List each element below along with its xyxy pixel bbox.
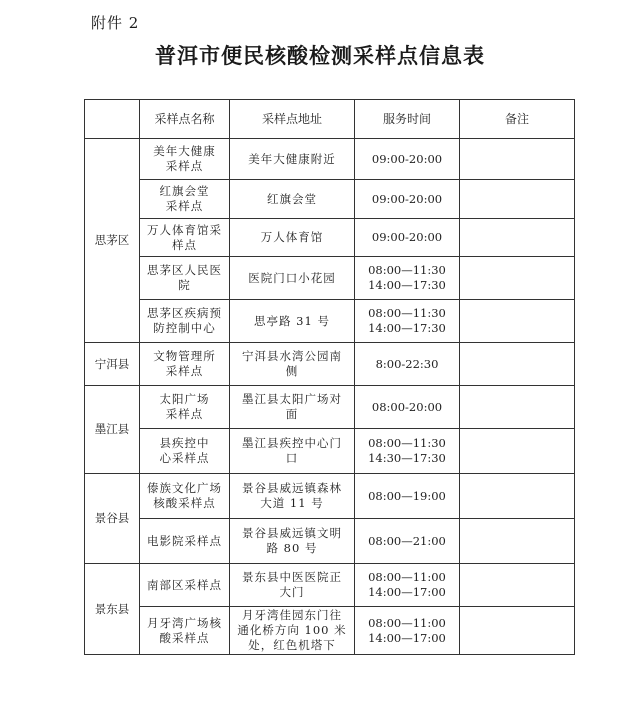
site-name-cell: 电影院采样点 bbox=[140, 519, 230, 564]
site-name-cell: 思茅区人民医 院 bbox=[140, 257, 230, 300]
district-cell: 墨江县 bbox=[85, 386, 140, 474]
site-name-cell: 太阳广场 采样点 bbox=[140, 386, 230, 429]
table-row bbox=[85, 343, 575, 386]
sampling-sites-table bbox=[84, 99, 575, 655]
service-hours-cell: 08:00—11:30 14:30—17:30 bbox=[355, 429, 460, 474]
table-row bbox=[85, 257, 575, 300]
site-name-cell: 美年大健康 采样点 bbox=[140, 139, 230, 180]
site-name-cell: 思茅区疾病预 防控制中心 bbox=[140, 300, 230, 343]
site-address-cell: 景谷县威远镇文明 路 80 号 bbox=[230, 519, 355, 564]
site-address-cell: 万人体育馆 bbox=[230, 219, 355, 257]
table-row bbox=[85, 519, 575, 564]
service-hours-cell: 08:00—11:00 14:00—17:00 bbox=[355, 564, 460, 607]
notes-cell bbox=[460, 180, 575, 219]
service-hours-cell: 08:00-20:00 bbox=[355, 386, 460, 429]
header-notes: 备注 bbox=[460, 100, 575, 139]
header-row bbox=[85, 100, 575, 139]
notes-cell bbox=[460, 564, 575, 607]
service-hours-cell: 08:00—19:00 bbox=[355, 474, 460, 519]
site-name-cell: 红旗会堂 采样点 bbox=[140, 180, 230, 219]
table-row bbox=[85, 219, 575, 257]
service-hours-cell: 09:00-20:00 bbox=[355, 139, 460, 180]
table-row bbox=[85, 180, 575, 219]
table-row bbox=[85, 474, 575, 519]
site-address-cell: 月牙湾佳园东门往 通化桥方向 100 米 处，红色机塔下 bbox=[230, 607, 355, 655]
district-cell: 景东县 bbox=[85, 564, 140, 655]
header-district bbox=[85, 100, 140, 139]
district-cell: 景谷县 bbox=[85, 474, 140, 564]
notes-cell bbox=[460, 219, 575, 257]
document-title: 普洱市便民核酸检测采样点信息表 bbox=[155, 43, 485, 68]
site-name-cell: 文物管理所 采样点 bbox=[140, 343, 230, 386]
notes-cell bbox=[460, 343, 575, 386]
service-hours-cell: 08:00—11:30 14:00—17:30 bbox=[355, 300, 460, 343]
table-row bbox=[85, 386, 575, 429]
site-name-cell: 月牙湾广场核 酸采样点 bbox=[140, 607, 230, 655]
district-cell: 思茅区 bbox=[85, 139, 140, 343]
notes-cell bbox=[460, 386, 575, 429]
service-hours-cell: 09:00-20:00 bbox=[355, 219, 460, 257]
site-address-cell: 红旗会堂 bbox=[230, 180, 355, 219]
site-name-cell: 万人体育馆采 样点 bbox=[140, 219, 230, 257]
header-site-name: 采样点名称 bbox=[140, 100, 230, 139]
notes-cell bbox=[460, 607, 575, 655]
site-address-cell: 医院门口小花园 bbox=[230, 257, 355, 300]
notes-cell bbox=[460, 257, 575, 300]
site-address-cell: 美年大健康附近 bbox=[230, 139, 355, 180]
attachment-label: 附件 2 bbox=[91, 14, 140, 32]
site-name-cell: 傣族文化广场 核酸采样点 bbox=[140, 474, 230, 519]
header-service-hours: 服务时间 bbox=[355, 100, 460, 139]
table-row bbox=[85, 607, 575, 655]
table-row bbox=[85, 300, 575, 343]
site-address-cell: 景东县中医医院正 大门 bbox=[230, 564, 355, 607]
district-cell: 宁洱县 bbox=[85, 343, 140, 386]
service-hours-cell: 08:00—11:00 14:00—17:00 bbox=[355, 607, 460, 655]
site-address-cell: 墨江县疾控中心门 口 bbox=[230, 429, 355, 474]
notes-cell bbox=[460, 474, 575, 519]
notes-cell bbox=[460, 429, 575, 474]
site-address-cell: 宁洱县水湾公园南 侧 bbox=[230, 343, 355, 386]
site-address-cell: 思亭路 31 号 bbox=[230, 300, 355, 343]
table-row bbox=[85, 564, 575, 607]
service-hours-cell: 08:00—11:30 14:00—17:30 bbox=[355, 257, 460, 300]
site-address-cell: 墨江县太阳广场对 面 bbox=[230, 386, 355, 429]
table-row bbox=[85, 139, 575, 180]
notes-cell bbox=[460, 519, 575, 564]
notes-cell bbox=[460, 139, 575, 180]
service-hours-cell: 09:00-20:00 bbox=[355, 180, 460, 219]
site-name-cell: 县疾控中 心采样点 bbox=[140, 429, 230, 474]
notes-cell bbox=[460, 300, 575, 343]
service-hours-cell: 8:00-22:30 bbox=[355, 343, 460, 386]
site-name-cell: 南部区采样点 bbox=[140, 564, 230, 607]
site-address-cell: 景谷县威远镇森林 大道 11 号 bbox=[230, 474, 355, 519]
service-hours-cell: 08:00—21:00 bbox=[355, 519, 460, 564]
table-row bbox=[85, 429, 575, 474]
header-site-address: 采样点地址 bbox=[230, 100, 355, 139]
